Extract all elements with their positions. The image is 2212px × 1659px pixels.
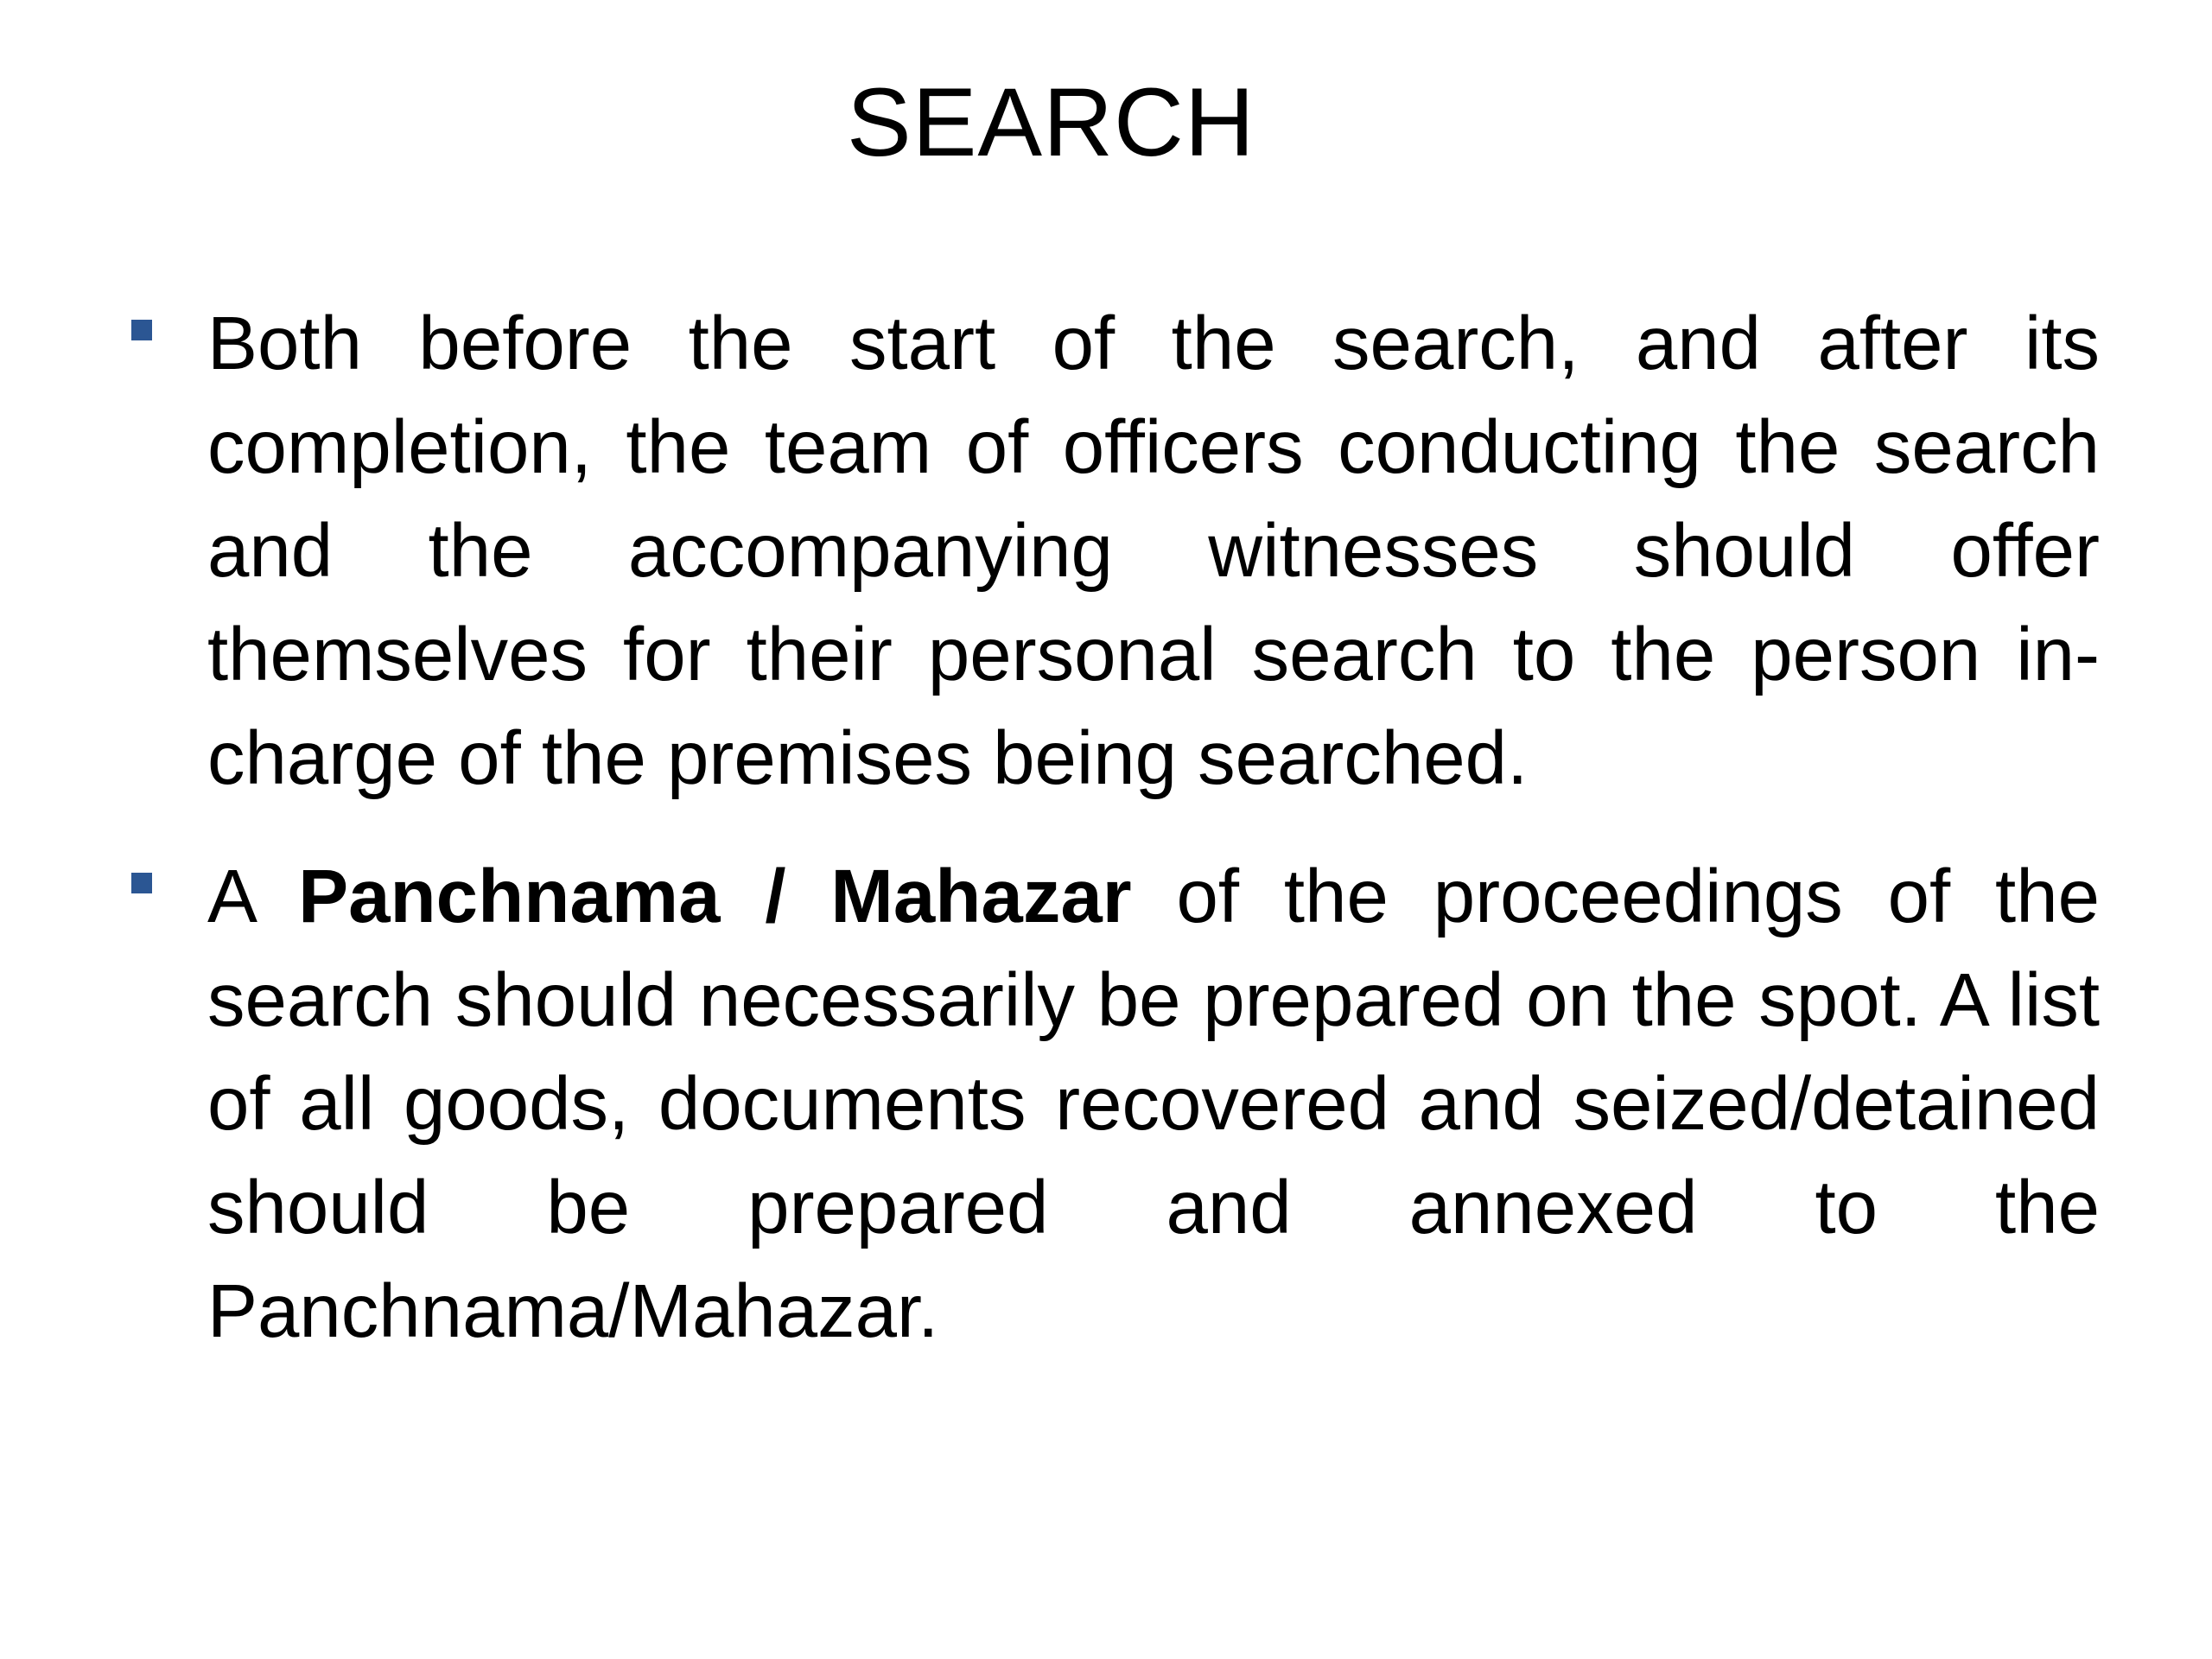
bullet-text bbox=[207, 292, 2100, 810]
square-bullet-icon bbox=[131, 320, 152, 340]
bullet-text-prefix: A bbox=[207, 855, 299, 938]
bullet-text-bold-term: Panchnama / Mahazar bbox=[298, 855, 1132, 938]
slide-title: SEARCH bbox=[847, 68, 1255, 176]
square-bullet-icon bbox=[131, 873, 152, 893]
bullet-text bbox=[207, 845, 2100, 1363]
bullet-text-suffix: of the proceedings of the search should necessarily be prepared on the spot. A list of all goods, documents recovered and seized/detained should be prepared and annexed to the Panchnama/Mahazar. bbox=[207, 855, 2100, 1353]
bullet-text-body: Both before the start of the search, and after its completion, the team of officers conducting the search and the accompanying witnesses should offer themselves for their personal search to the person in-charge of the premises being searched. bbox=[207, 302, 2100, 800]
